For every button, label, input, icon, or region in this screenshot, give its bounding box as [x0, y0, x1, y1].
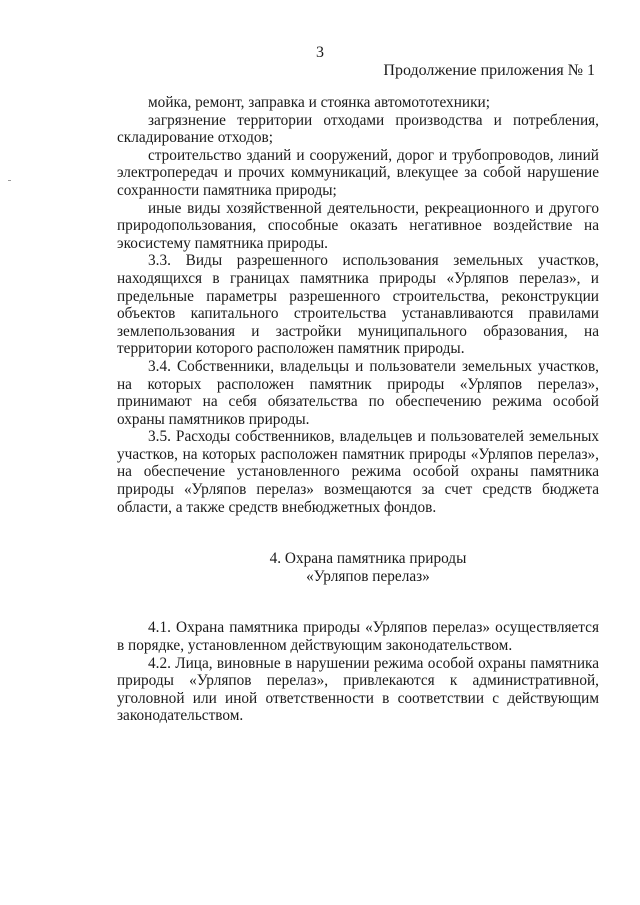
continuation-label: Продолжение приложения № 1 [383, 62, 595, 79]
margin-mark [8, 180, 11, 181]
page-number: 3 [316, 44, 324, 61]
section-subheading: «Урляпов перелаз» [306, 567, 430, 585]
document-body [117, 94, 599, 725]
paragraph: иные виды хозяйственной деятельности, рекреационного и другого природопользования, способные оказать негативное воздействие на экосистему памятника природы. [117, 199, 599, 252]
paragraph-3-3: 3.3. Виды разрешенного использования земельных участков, находящихся в границах памятника природы «Урляпов перелаз», и предельные параметры разрешенного строительства, реконструкции объектов капитального строительства устанавливаются правилами землепользования и застройки муниципального образования, на территории которого расположен памятник природы. [117, 252, 599, 358]
paragraph: мойка, ремонт, заправка и стоянка автомототехники; [148, 94, 490, 111]
paragraph-3-4: 3.4. Собственники, владельцы и пользователи земельных участков, на которых расположен памятник природы «Урляпов перелаз», принимают на себя обязательства по обеспечению режима особой охраны памятников природы. [117, 357, 599, 428]
section-heading: 4. Охрана памятника природы [269, 550, 467, 568]
paragraph-3-5: 3.5. Расходы собственников, владельцев и пользователей земельных участков, на которых расположен памятник природы «Урляпов перелаз», на обеспечение установленного режима особой охраны памятника природы «Урляпов перелаз» возмещаются за счет средств бюджета области, а также средств внебюджетных фондов. [117, 428, 599, 516]
paragraph-4-1: 4.1. Охрана памятника природы «Урляпов перелаз» осуществляется в порядке, установленном действующим законодательством. [117, 619, 599, 655]
paragraph: загрязнение территории отходами производства и потребления, складирование отходов; [117, 111, 599, 147]
paragraph-4-2: 4.2. Лица, виновные в нарушении режима особой охраны памятника природы «Урляпов перелаз», привлекаются к административной, уголовной или иной ответственности в соответствии с действующим законодательством. [117, 654, 599, 725]
paragraph: строительство зданий и сооружений, дорог и трубопроводов, линий электропередач и прочих коммуникаций, влекущее за собой нарушение сохранности памятника природы; [117, 146, 599, 199]
